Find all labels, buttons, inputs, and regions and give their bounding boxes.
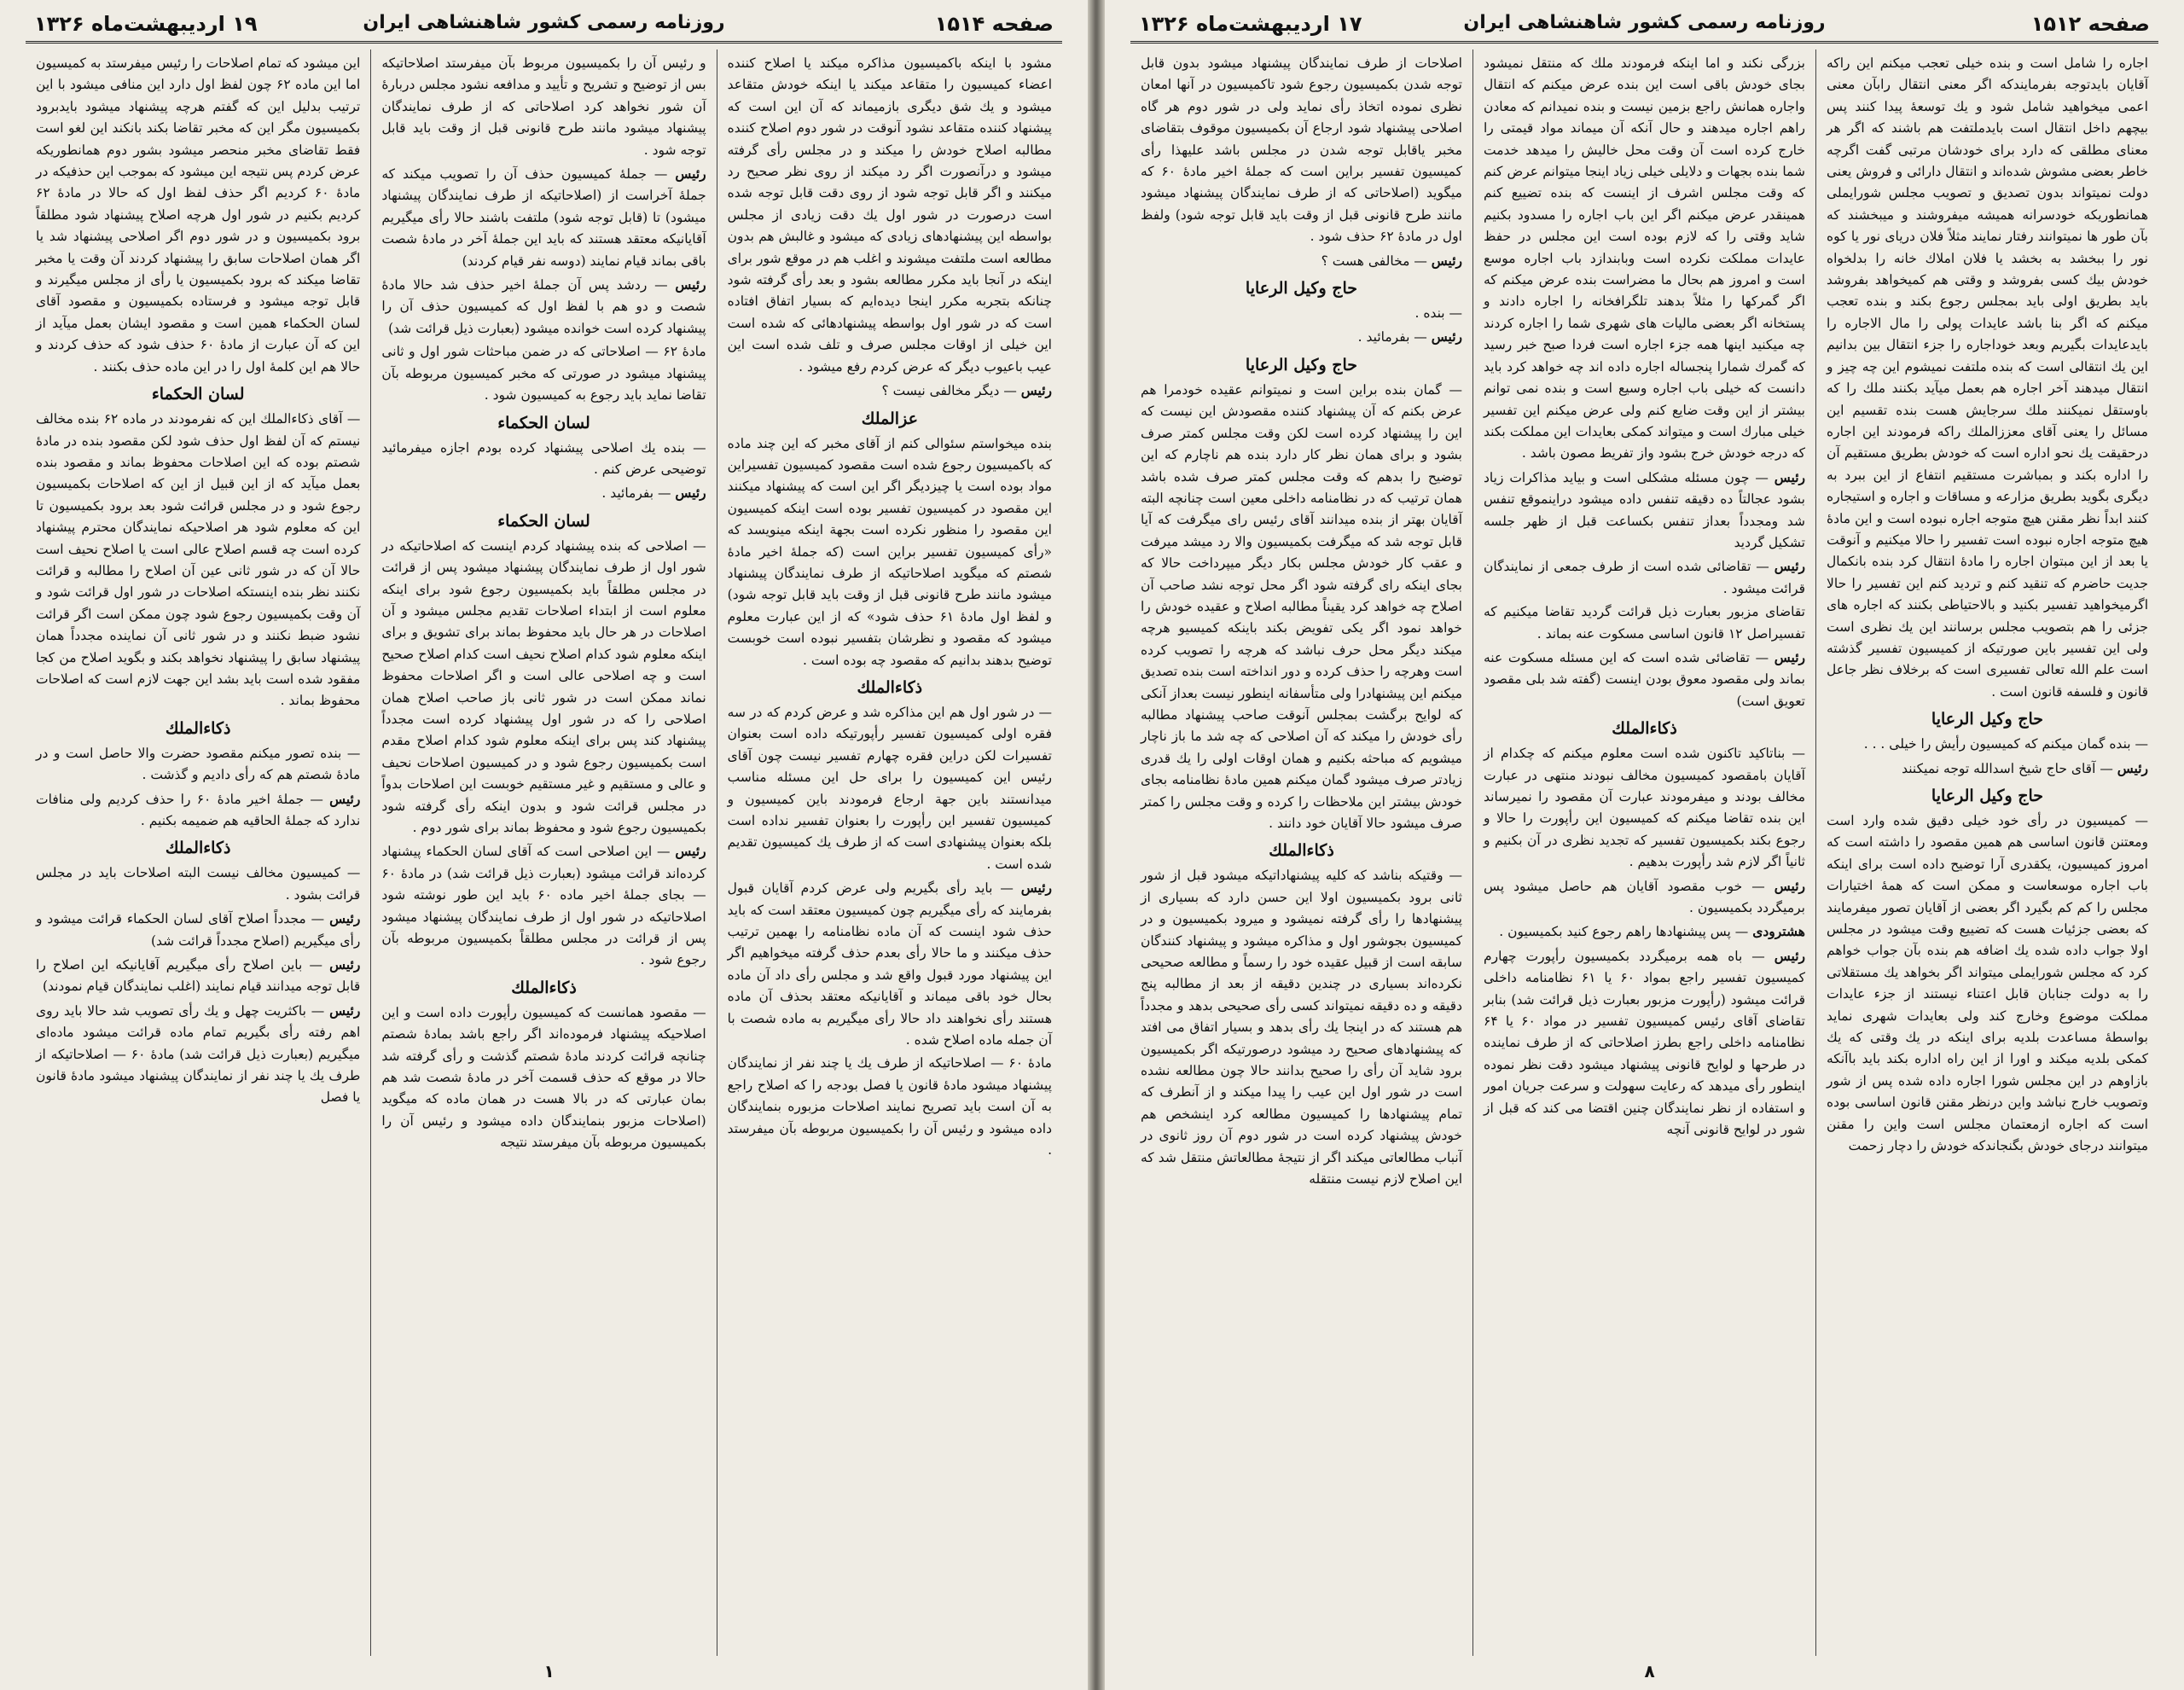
text-paragraph: مادهٔ ۶۲ — اصلاحاتی که در ضمن مباحثات شور اول و ثانی پیشنهاد میشود در صورتی که مخبر کمیسیون مربوطه بآن تقاضا نماید باید رجوع به کمیسیون شود . xyxy=(381,344,706,404)
speech-paragraph xyxy=(1484,647,1805,712)
speaker-lead: رئیس xyxy=(1020,382,1052,399)
speech-paragraph xyxy=(36,788,360,833)
speaker-lead: رئیس xyxy=(329,790,361,807)
text-paragraph: — در شور اول هم این مذاکره شد و عرض کردم که در سه فقره اولی کمیسیون تفسیر رأپورتیکه داده است بعنوان تفسیرات لکن دراین فقره چهارم تفسیر نیست چون آقای رئیس این کمیسیون را برای حل این مسئله مناسب میدانستند باین جهة ارجاع فرمودند باین کمیسیون و کمیسیون تفسیر این رأپورت را بعنوان تفسیر نداده است بلکه بعنوان پیشنهادی است که از طرف یك کمیسیون تقدیم شده است . xyxy=(727,704,1052,872)
speech-paragraph xyxy=(1484,875,1805,920)
speaker-lead: رئیس xyxy=(675,276,706,293)
text-paragraph: اجاره را شامل است و بنده خیلی تعجب میکنم این راکه آقایان بایدتوجه بفرمایندکه اگر معنی انتقال رابآن معنی اعمی میخواهید شامل شود و یك توسعهٔ پیدا کنند پس بیچهم داخل انتقال است بایدملتفت هم باشند که اگر هر معنای مطلقی که دارد برای خودشان مرتبی گفت اگرچه خاطر بعضی مشوش شده‌اند و انتقال دارائی و فروش یعنی دولت نمیتواند بدون تصدیق و تصویب مجلس شورایملی همانطوریکه خودسرانه همیشه میفروشند و میبخشند که بآن طور ها نمیتوانند رفتار نمایند مثلاً فلان دریای نور یا کوه نور را ببخشد به بخشد یا فلان املاك خانه را بدلخواه خودش بیك کسی بفروشد و وقتی هم کمیخواهد بفروشد باید بطریق اولی باید بمجلس رجوع بکند و بنده تعجب میکنم که اگر بنا باشد عایدات پولی را مال الاجاره را بایدعایدات بگیریم وبعد خوداجاره را جزء انتقال بین بدانیم این یك انتقالی است که بنده ملتفت نمیشوم این چه چیز و انتقال میدهند آخر اجاره هم بعمل میآید بکنند ملك را که باوستقل نمیکنند ملك سرجایش هست بنده تقسیم این مسائل را یعنی آقای معززالملك راکه فرمودند این اجاره درحقیقت یك نحو اداره است که خودش بطریق مستقیم آن را اداره بکند و بمباشرت مستقیم انتفاع از این ببرد به دیگری بگوید بطریق مزارعه و مساقات و اجاره و استیجاره کنند ابداً نظر مقنن هیچ متوجه اجاره نبوده است و این مادهٔ هیچ متوجه اجاره نبوده است تفسیر را حالا میکنیم و آنوقت یا بعد از این مبتوان اجاره را مادهٔ انتقال کرد بنده بانکمال جدیت حاضرم که تنقید کنم و تردید کنم این تفسیر را حالا اگرمیخواهید تفسیر بکنید و بالاحتیاطی بکنند که اجاره های جزئی را هم بتصویب مجلس برسانند این یك نظری است ولی این تفسیر باین صورتیکه از کمیسیون تفسیر گذشته است علم الله تعالی تفسیری است که برخلاف نظر جاعل قانون و فلسفه قانون است . xyxy=(1827,55,2148,700)
speaker-name: ذکاءالملك xyxy=(1612,719,1677,739)
page-header xyxy=(1139,9,2150,39)
text-paragraph: — وقتیکه بناشد که کلیه پیشنهاداتیکه میشود قبل از شور ثانی برود بکمیسیون اولا این حسن دارد که بسیاری از پیشنهادها را رأی گرفته نمیشود و میرود بکمیسیون و در کمیسیون بجوشور اول و مذاکره میشود و پیشنهاد کنندگان سابقه است از قبیل عقیده خود را رسماً و مطالعه صحیحی نکرده‌اند بسیاری در چندین دقیقه از بعد از مطالبه پنج دقیقه و ده دقیقه نمیتواند کسی رأی صحیحی بدهد و مجدداً هم هستند که در اینجا یك رأی بدهد و بسیار اتفاق می افتد که پیشنهادهای صحیح رد میشود درصورتیکه اگر بکمیسیون برود شاید آن رأی را صحیح بدانند حالا چون مطالعه نشده است در شور اول این عیب را پیدا میکند و از آنطرف که تمام پیشنهادها را کمیسیون مطالعه کرد اینشخص هم خودش پیشنهاد کرده است در شور دوم آن روز ثانوی در آنباب مطالعاتی میکند اگر از نتیجهٔ مطالعاتش منتقل شد که این اصلاح لازم نیست منتقله xyxy=(1141,868,1462,1188)
page-number: صفحه ۱۵۱۴ xyxy=(934,12,1054,36)
speaker-name: لسان الحکماء xyxy=(497,511,590,531)
speech-text: — پس پیشنهادها راهم رجوع کنید بکمیسیون . xyxy=(1499,924,1753,940)
speech-paragraph xyxy=(1484,945,1805,1141)
speech-paragraph xyxy=(728,380,1052,402)
speaker-lead: رئیس xyxy=(1774,558,1805,575)
text-paragraph: — کمیسیون در رأی خود خیلی دقیق شده وارد است ومعتنن قانون اساسی هم همین مقصود را داشته است که امروز کمیسیون، یکقدری آرا توضیح داده است برای اینکه باب اجاره موسعاست و ممکن است که همهٔ اختیارات مجلس را کم کم بگیرد اگر بعضی از آقایان تصور میفرمایند که بعضی جزئیات هست که تضییع وقت میشود در مجلس اولا جواب داده شده یك اضافه هم بنده بآن جواب خواهم کرد که مجلس شورایملی میتواند اگر بخواهد یك مستقلاتی را به دولت جنابان قابل اعتناء نیستند از جزء عایدات مملکت موضوع وخارج کند ولی بعایدات شهری نماید بواسطهٔ مساعدت بلدیه برای اینکه در یك وقتی که یك کمکی بلدیه میکند و اورا از این راه اداره بکند باید باآنکه بازاوهم در این مجلس شورا اجاره داده شده پس از شور وتصویب خارج نباشد واین درنظر مقنن قانون اساسی بوده است که اجاره ازمعتمان مجلس است واین را مقنن میتوانند درجای خودش بگنجاندکه خودش را دچار زحمت xyxy=(1827,813,2148,1154)
speaker-name: لسان الحکماء xyxy=(151,385,245,404)
text-paragraph: بنده میخواستم سئوالی کنم از آقای مخبر که این چند ماده که باکمیسیون رجوع شده است مقصود کمیسیون تفسیراین مواد بوده است یا چیزدیگر اگر این است که پیشنهاد میکنند این مقصود در کمیسیون تفسیر بوده است اینکه کمیسیون این مقصود را منظور نکرده است بجهة اینکه مینویسد که «رأی کمیسیون تفسیر براین است (که جملهٔ اخیر مادهٔ شصتم که میگوید اصلاحاتیکه از طرف نمایندگان پیشنهاد میشود مانند طرح قانونی قبل از وقت باید قابل توجه شود) و لفظ اول مادهٔ ۶۱ حذف شود» که از این عبارت معلوم میشود که مقصود و نظرشان بتفسیر نبوده است خوبست توضیح بدهند بدانیم که مقصود چه بوده است . xyxy=(727,435,1053,668)
speech-paragraph xyxy=(381,482,706,504)
speech-text: — مخالفی هست ؟ xyxy=(1321,253,1432,269)
speech-text: — بفرمائید . xyxy=(1357,329,1432,346)
text-paragraph: این میشود که تمام اصلاحات را رئیس میفرستد به کمیسیون اما این ماده ۶۲ چون لفظ اول دارد این منافی میشود با این ترتیب بدلیل این که گفتم هرچه پیشنهاد میشود بایدبرود بکمیسیون مگر این که مخبر تقاضا بکند بانکند این لغو است فقط تقاضای مخبر منحصر میشود بشور دوم همانطوریکه عرض کردم پس نتیجه این میشود که بموجب این حذفیکه در مادهٔ ۶۰ کردیم اگر حذف لفظ اول که حالا در مادهٔ ۶۲ کردیم بکنیم در شور اول هرچه اصلاح پیشنهاد شود مطلقاً برود بکمیسیون و در شور دوم اگر اصلاحی پیشنهاد شد یا اگر همان اصلاحات سابق را پیشنهاد کردند آن وقت یا مخبر تقاضا میکند که برود بکمیسیون یا رأی از مجلس میگیرند و قابل توجه میشود و فرستاده بکمیسیون و مقصود آقای لسان الحکماء همین است و مقصود ایشان بعمل میآید از این که آن عبارت از مادهٔ ۶۰ حذف شود که حذف کردند و حالا هم این کلمهٔ اول را در این ماده حذف بکنند . xyxy=(36,55,361,375)
page-header xyxy=(34,9,1054,39)
speaker-lead: رئیس xyxy=(1020,880,1052,897)
speech-text: — باین اصلاح رأی میگیریم آقایانیکه این اصلاح را قابل توجه میدانند قیام نمایند (اغلب نمایندگان قیام نمودند) xyxy=(36,957,361,995)
column-1 xyxy=(717,49,1062,1656)
speaker-name: حاج وکیل الرعایا xyxy=(1931,787,2044,805)
left-page xyxy=(0,0,1088,1690)
speaker-lead: رئیس xyxy=(675,843,706,860)
speaker-lead: رئیس xyxy=(1774,648,1805,665)
newspaper-title: روزنامه رسمی کشور شاهنشاهی ایران xyxy=(363,12,725,33)
text-columns xyxy=(1130,49,2158,1656)
right-page xyxy=(1105,0,2184,1690)
text-paragraph: بزرگی نکند و اما اینکه فرمودند ملك که منتقل نمیشود بجای خودش باقی است این بنده عرض میکنم که انتقال واجاره همانش راجع بزمین نیست و بنده نمیدانم که معادن راهم اجاره میدهند و حال آنکه آن میماند مواد قیمتی را خارج کرده است آن وقت محل خالیش را میدهد خدمت شما بنده بجهات و دلایلی خیلی زیاد اینجا میتوانم عرض کنم که وقت مجلس اشرف از اینست که بنده تضییع کنم همینقدر عرض میکنم اگر این باب اجاره را مسدود بکنیم شاید وقتی را که لازم بوده است این مجلس در حفظ عایدات مملکت نکرده است وبابندازد باب اجاره موسع است و امروز هم بحال ما مضراست بنده عرض میکنم که اگر گمرکها را مثلاً بدهند تلگرافخانه را اجاره دادند و پستخانه اگر بعضی مالیات های شهری شما را اجاره کردند چه میکنید اینها همه جزء اجاره است فردا صبح خبر رسید که گمرك شمارا پنجساله اجاره داده اند چه خواهد کرد باید دانست که خیلی باب اجاره وسیع است و بنده نمی توانم بیشتر از این وقت ضایع کنم ولی عرض میکنم این تفسیر خیلی مبارك است و میتواند کمکی بعایدات این مملکت بکند که درجه خودش خرج بشود واز تفریط مصون باشد . xyxy=(1484,55,1805,462)
speech-text: — جملهٔ اخیر مادهٔ ۶۰ را حذف کردیم ولی منافات ندارد که جملهٔ الحاقیه هم ضمیمه بکنیم . xyxy=(36,791,361,828)
speech-text: — تقاضائی شده است که این مسئله مسکوت عنه بماند ولی مقصود معوق بودن اینست (گفته شد بلی مقصود تعویق است) xyxy=(1484,649,1805,709)
speech-text: — آقای حاج شیخ اسدالله توجه نمیکنند xyxy=(1902,760,2117,776)
page-number: صفحه ۱۵۱۲ xyxy=(2030,12,2150,36)
speech-text: — ردشد پس آن جملهٔ اخیر حذف شد حالا مادهٔ شصت و دو هم با لفظ اول که کمیسیون حذف آن را پیشنهاد کرده است خوانده میشود (بعبارت ذیل قرائت شد) xyxy=(381,277,706,336)
issue-date: ۱۷ اردیبهشت‌ماه ۱۳۲۶ xyxy=(1139,12,1362,36)
text-paragraph: — آقای ذکاءالملك این که نفرمودند در ماده ۶۲ بنده مخالف نیستم که آن لفظ اول حذف شود لکن مقصود بنده در مادهٔ شصتم بوده که این اصلاحات محفوظ بماند و مقصود بنده بعمل میآید که از این قبیل از این که اصلاحات بکمیسیون رجوع شود و در مجلس قرائت شود بعد برود بکمیسیون تا این که معلوم شود هر اصلاحیکه نمایندگان محترم پیشنهاد کرده است چه قسم اصلاح عالی است یا اصلاح نحیف است حالا آن که در شور ثانی عین آن اصلاح را مطالبه و قرائت نکنند نظر بنده اینستکه اصلاحات در شور اول قرائت شود و آن وقت بکمیسیون رجوع شود چون ممکن است اگر قرائت نشود ضبط نکنند و در شور ثانی آن نماینده مجدداً همان پیشنهاد سابق را پیشنهاد نخواهد بکند و بگوید اصلاح من کجا مفقود شده است باید بشد این جهت لازم است که اصلاحات محفوظ بماند . xyxy=(36,411,361,709)
speaker-lead: رئیس xyxy=(2117,759,2148,776)
header-rule xyxy=(1130,41,2158,44)
speech-text: — خوب مقصود آقایان هم حاصل میشود پس برمیگردد بکمیسیون . xyxy=(1484,878,1805,916)
text-paragraph: — بنده یك اصلاحی پیشنهاد کرده بودم اجازه میفرمائید توضیحی عرض کنم . xyxy=(381,439,706,477)
speaker-lead: رئیس xyxy=(1431,252,1462,269)
text-paragraph: مادهٔ ۶۰ — اصلاحاتیکه از طرف یك یا چند نفر از نمایندگان پیشنهاد میشود مادهٔ قانون یا فصل بودجه را که اصلاح راجع به آن است باید تصریح نمایند اصلاحات مزبوره بنمایندگان داده میشود و رئیس آن را بکمیسیون مربوطه بآن میفرستد . xyxy=(727,1055,1052,1159)
text-columns xyxy=(26,49,1062,1656)
speaker-name: عزالملك xyxy=(861,409,918,428)
speaker-name: حاج وکیل الرعایا xyxy=(1931,710,2044,729)
speaker-lead: رئیس xyxy=(1431,328,1462,346)
text-paragraph: — بنده تصور میکنم مقصود حضرت والا حاصل است و در مادهٔ شصتم هم که رأی دادیم و گذشت . xyxy=(36,745,361,783)
text-paragraph: — بنده . xyxy=(1414,305,1462,322)
text-paragraph: — کمیسیون مخالف نیست البته اصلاحات باید در مجلس قرائت بشود . xyxy=(36,865,361,903)
speaker-lead: رئیس xyxy=(675,485,706,502)
speaker-lead: رئیس xyxy=(1774,947,1805,964)
speech-paragraph xyxy=(381,163,706,272)
speaker-name: ذکاءالملك xyxy=(857,677,923,697)
speech-paragraph xyxy=(1141,326,1462,348)
speech-paragraph xyxy=(728,877,1052,1051)
speech-paragraph xyxy=(1484,920,1805,943)
text-paragraph: اصلاحات از طرف نمایندگان پیشنهاد میشود بدون قابل توجه شدن بکمیسیون رجوع شود تاکمیسیون در آنها امعان نظری نموده اتخاذ رأی نماید ولی در شور دوم هر گاه اصلاحی پیشنهاد شود ارجاع آن بکمیسیون موقوف بتقاضای مخبر یاقابل توجه شدن در مجلس باشد علیهذا رأی کمیسیون تفسیر براین است که جملهٔ اخیر مادهٔ ۶۰ که میگوید (اصلاحاتی که از طرف نمایندگان پیشنهاد میشود مانند طرح قانونی قبل از وقت باید قابل توجه شود) ولفظ اول در مادهٔ ۶۲ حذف شود . xyxy=(1141,55,1462,245)
text-paragraph: مشود با اینکه باکمیسیون مذاکره میکند یا اصلاح کننده اعضاء کمیسیون را متقاعد میکند یا اینکه خودش متقاعد میشود و یك شق دیگری بازمیماند که آن این است که پیشنهاد کننده متقاعد نشود آنوقت در شور دوم اصلاح کننده مطالبه اصلاح خودش را میکند و در مجلس رأی گرفته میشود و درآنصورت اگر رد میکند از روی نظر صحیح رد میکنند و اگر قابل توجه شود از روی دقت قابل توجه شده است درصورت در شور اول یك دقت زیادی از مجلس بواسطه این پیشنهادهای زیادی که میشود و غالبش هم بدون مطالعه است ملتفت میشوند و اغلب هم در موقع شور برای اینکه در آنجا باید مکرر مطالعه بشود و بعد رأی گرفته شود چنانکه بتجربه مکرر اینجا دیده‌ایم که بسیار اتفاق افتاده است که در شور اول بواسطه پیشنهادهائی که شده است این خیلی از اوقات مجلس صرف و تلف شده است این عیب باعیوب دیگر که عرض کردم رفع میشود . xyxy=(727,55,1052,375)
speech-text: — مجدداً اصلاح آقای لسان الحکماء قرائت میشود و رأی میگیریم (اصلاح مجدداً قرائت شد) xyxy=(36,911,361,949)
speaker-lead: رئیس xyxy=(675,166,706,183)
speech-text: — باید رأی بگیریم ولی عرض کردم آقایان قبول بفرمایند که رأی میگیریم چون کمیسیون معتقد است که باید حذف شود اینست که آن ماده نظامنامه را بهمین ترتیب حذف میکنند و ما حالا رأی بعدم حذف گرفته میخواهیم اگر این پیشنهاد مورد قبول واقع شد و مجلس رأی داد آن ماده بحال خود باقی میماند و آقایانیکه معتقد بحذف آن ماده هستند رأی نخواهند داد حالا رأی میگیریم به ماده شصت با آن جمله ماده اصلاح شده . xyxy=(727,880,1052,1048)
speech-text: — چون مسئله مشکلی است و بیاید مذاکرات زیاد بشود عجالتاً ده دقیقه تنفس داده میشود دراینموقع تنفس شد ومجدداً بعداز تنفس بکساعت قبل از ظهر جلسه تشکیل گردید xyxy=(1484,469,1805,550)
issue-date: ۱۹ اردیبهشت‌ماه ۱۳۲۶ xyxy=(34,12,258,36)
speech-text: — باکثریت چهل و یك رأی تصویب شد حالا باید روی اهم رفته رأی بگیریم تمام ماده قرائت میشود ماده‌ای میگیریم (بعبارت ذیل قرائت شد) مادهٔ ۶۰ — اصلاحاتیکه از طرف یك یا چند نفر از نمایندگان پیشنهاد میشود مادهٔ قانون یا فصل xyxy=(36,1002,361,1106)
newspaper-title: روزنامه رسمی کشور شاهنشاهی ایران xyxy=(1463,12,1826,33)
speech-paragraph xyxy=(1484,555,1805,600)
speaker-lead: رئیس xyxy=(329,956,361,973)
speech-paragraph xyxy=(36,1000,360,1109)
speaker-name: حاج وکیل الرعایا xyxy=(1245,279,1358,299)
speech-paragraph xyxy=(1827,758,2148,780)
speech-paragraph xyxy=(381,274,706,340)
speech-paragraph xyxy=(36,908,360,952)
speech-text: — بفرمائید . xyxy=(601,485,676,502)
speaker-lead: رئیس xyxy=(1774,877,1805,894)
speaker-lead: رئیس xyxy=(329,910,361,927)
header-rule xyxy=(26,41,1062,44)
speaker-name: لسان الحکماء xyxy=(497,413,590,433)
speaker-name: ذکاءالملك xyxy=(1269,841,1334,861)
speech-paragraph xyxy=(36,954,360,998)
speech-paragraph xyxy=(381,840,706,971)
binding-gutter xyxy=(1088,0,1105,1690)
speaker-name: ذکاءالملك xyxy=(165,839,231,858)
speech-text: — این اصلاحی است که آقای لسان الحکماء پیشنهاد کرده‌اند قرائت میشود (بعبارت ذیل قرائت شد) در مادهٔ ۶۰ — بجای جملهٔ اخیر ماده ۶۰ باید این طور نوشته شود اصلاحاتیکه در شور اول از طرف نمایندگان پیشنهاد میشود پس از قرائت در مجلس مطلقاً بکمیسیون مربوطه بآن رجوع شود . xyxy=(381,844,706,968)
speech-text: — تقاضائی شده است از طرف جمعی از نمایندگان قرائت میشود . xyxy=(1484,559,1805,596)
speaker-name: حاج وکیل الرعایا xyxy=(1245,355,1358,375)
column-2 xyxy=(370,49,716,1656)
speech-text: — دیگر مخالفی نیست ؟ xyxy=(881,383,1021,399)
speech-text: — جملهٔ کمیسیون حذف آن را تصویب میکند که جملهٔ آخراست از (اصلاحاتیکه از طرف نمایندگان پیشنهاد میشود) تا (قابل توجه شود) ملتفت باشند حالا رأی میگیریم آقایانیکه معتقد هستند که باید این جملهٔ آخر در مادهٔ شصت باقی بماند قیام نمایند (دوسه نفر قیام کردند) xyxy=(381,166,706,269)
column-3 xyxy=(26,49,370,1656)
folio-number: ۱ xyxy=(543,1661,555,1681)
text-paragraph: تقاضای مزبور بعبارت ذیل قرائت گردید تقاضا میکنیم که تفسیراصل ۱۲ قانون اساسی مسکوت عنه بماند . xyxy=(1484,604,1805,642)
text-paragraph: — اصلاحی که بنده پیشنهاد کردم اینست که اصلاحاتیکه در شور اول از طرف نمایندگان پیشنهاد میشود پس از قرائت در مجلس مطلقاً باید بکمیسیون رجوع شود برای اینکه معلوم است از ابتداء اصلاحات تقدیم مجلس میشود و آن اصلاحات در هر حال باید محفوظ بماند برای تشویق و برای اینکه معلوم شود کدام اصلاح نحیف است کدام اصلاح صحیح است و چه اصلاحی عالی است و اگر اصلاحات محفوظ نماند ممکن است در شور ثانی باز صاحب اصلاح همان اصلاحی را که در شور اول پیشنهاد کرده است مجدداً پیشنهاد کند پس برای اینکه معلوم شود کدام اصلاح مقدم است بکمیسیون رجوع شود و در کمیسیون اصلاحات نحیف و عالی و مستقیم و غیر مستقیم خوبست این اصلاحات بدواً در مجلس قرائت شود و بدون اینکه رأی گرفته شود بکمیسیون رجوع شود و محفوظ بماند برای شور دوم . xyxy=(381,537,706,835)
column-3 xyxy=(1130,49,1472,1656)
speech-text: — باه همه برمیگردد بکمیسیون رأپورت چهارم کمیسیون تفسیر راجع بمواد ۶۰ یا ۶۱ نظامنامه داخلی قرائت میشود (رأپورت مزبور بعبارت ذیل قرائت شد) بنابر تقاضای آقای رئیس کمیسیون تفسیر در مواد ۶۰ یا ۶۴ نظامنامه داخلی راجع بطرز اصلاحاتی که از طرف نماینده در طرحها و لوایح قانونی پیشنهاد میشود دقت نظر نموده اینطور رأی میدهد که رعایت سهولت و سرعت جریان امور و استفاده از نظر نمایندگان چنین اقتضا می کند که قبل از شور در لوایح قانونی آنچه xyxy=(1484,948,1805,1138)
speaker-name: ذکاءالملك xyxy=(165,718,231,738)
text-paragraph: — مقصود همانست که کمیسیون رأپورت داده است و این اصلاحیکه پیشنهاد فرموده‌اند اگر راجع باشد بمادهٔ شصتم چنانچه قرائت کردند مادهٔ شصتم گذشت و رأی گرفته شد حالا در موقع که حذف قسمت آخر در مادهٔ شصت شد هم بمان عبارتی که در بالا هست در همان ماده که میگوید (اصلاحات مزبور بنمایندگان داده میشود و رئیس آن را بکمیسیون مربوطه بآن میفرستد نتیجه xyxy=(381,1004,706,1151)
speaker-lead: رئیس xyxy=(1774,468,1805,485)
text-paragraph: و رئیس آن را بکمیسیون مربوط بآن میفرستد اصلاحاتیکه بس از توضیح و تشریح و تأیید و مدافعه نشود مجلس دربارهٔ آن شور نخواهد کرد اصلاحاتی که از طرف نمایندگان پیشنهاد میشود مانند طرح قانونی قبل از وقت باید قابل توجه شود . xyxy=(381,55,706,158)
column-1 xyxy=(1815,49,2158,1656)
text-paragraph: — گمان بنده براین است و نمیتوانم عقیده خودمرا هم عرض بکنم که آن پیشنهاد کننده مقصودش این نیست که این را پیشنهاد کرده است لکن وقت مجلس کمتر صرف بشود و برای همان نظر کار دارد بنده هم ناچارم که این توضیح را بدهم که وقت مجلس کمتر صرف شده باشد همان ترتیب که در نظامنامه داخلی معین است چنانچه البته آقایان بهتر از بنده میدانند آقای رئیس رای میگرفت که آیا قابل توجه شد که میگرفت بکمیسیون والا رد میشد میرفت و عقب کار خودش مجلس بکار دیگر میپرداخت حالا که بجای اینکه رای گرفته شود اگر محل توجه نشد صاحب آن اصلاح چه خواهد کرد یقیناً مطالبه اصلاح و عقیده خودش را خواهد نمود اگر یکی تفویض بکند باینکه کمیسیو هرچه میکند دیگر محل حرف نباشد که هرچه را تصویب کرده است وهرچه را حذف کرده و دور انداخته است بنده تصدیق میکنم این پیشنهادرا ولی متأسفانه اینطور نیست بعداز آنکی که لوایح برگشت بمجلس آنوقت صاحب پیشنهاد مطالبه رأی خودش را میکند که آن اصلاحی که چه شد ما باز ناچار میشویم که مباحثه بکنیم و همان اوقات اولی را یك قدری زیادتر صرف میشود گمان میکنم همین مادهٔ نظامنامه بجای خودش بیشتر این ملاحظات را کرده و وقت مجلس را کمتر صرف میشود حالا آقایان خود دانند . xyxy=(1141,381,1462,831)
speech-paragraph xyxy=(1141,250,1462,272)
text-paragraph: — بناتاکید تاکنون شده است معلوم میکنم که چکدام از آقایان بامقصود کمیسیون مخالف نبودند منتهی در عبارت مخالف بودند و میفرمودند عبارت آن مقصود را نمیرساند این بنده تقاضا میکنم که کمیسیون این رأپورت را حالا و رجوع بکند بکمیسیون تفسیر که تجدید نظری در آن بکنیم و ثانیاً اگر لازم شد رأپورت بدهیم . xyxy=(1484,746,1805,870)
speaker-lead: هشترودی xyxy=(1752,923,1805,940)
speaker-name: ذکاءالملك xyxy=(511,978,577,997)
text-paragraph: — بنده گمان میکنم که کمیسیون رأیش را خیلی . . . xyxy=(1863,736,2148,752)
folio-number: ۸ xyxy=(1644,1661,1655,1681)
column-2 xyxy=(1472,49,1815,1656)
speech-paragraph xyxy=(1484,467,1805,555)
speaker-lead: رئیس xyxy=(329,1002,361,1019)
